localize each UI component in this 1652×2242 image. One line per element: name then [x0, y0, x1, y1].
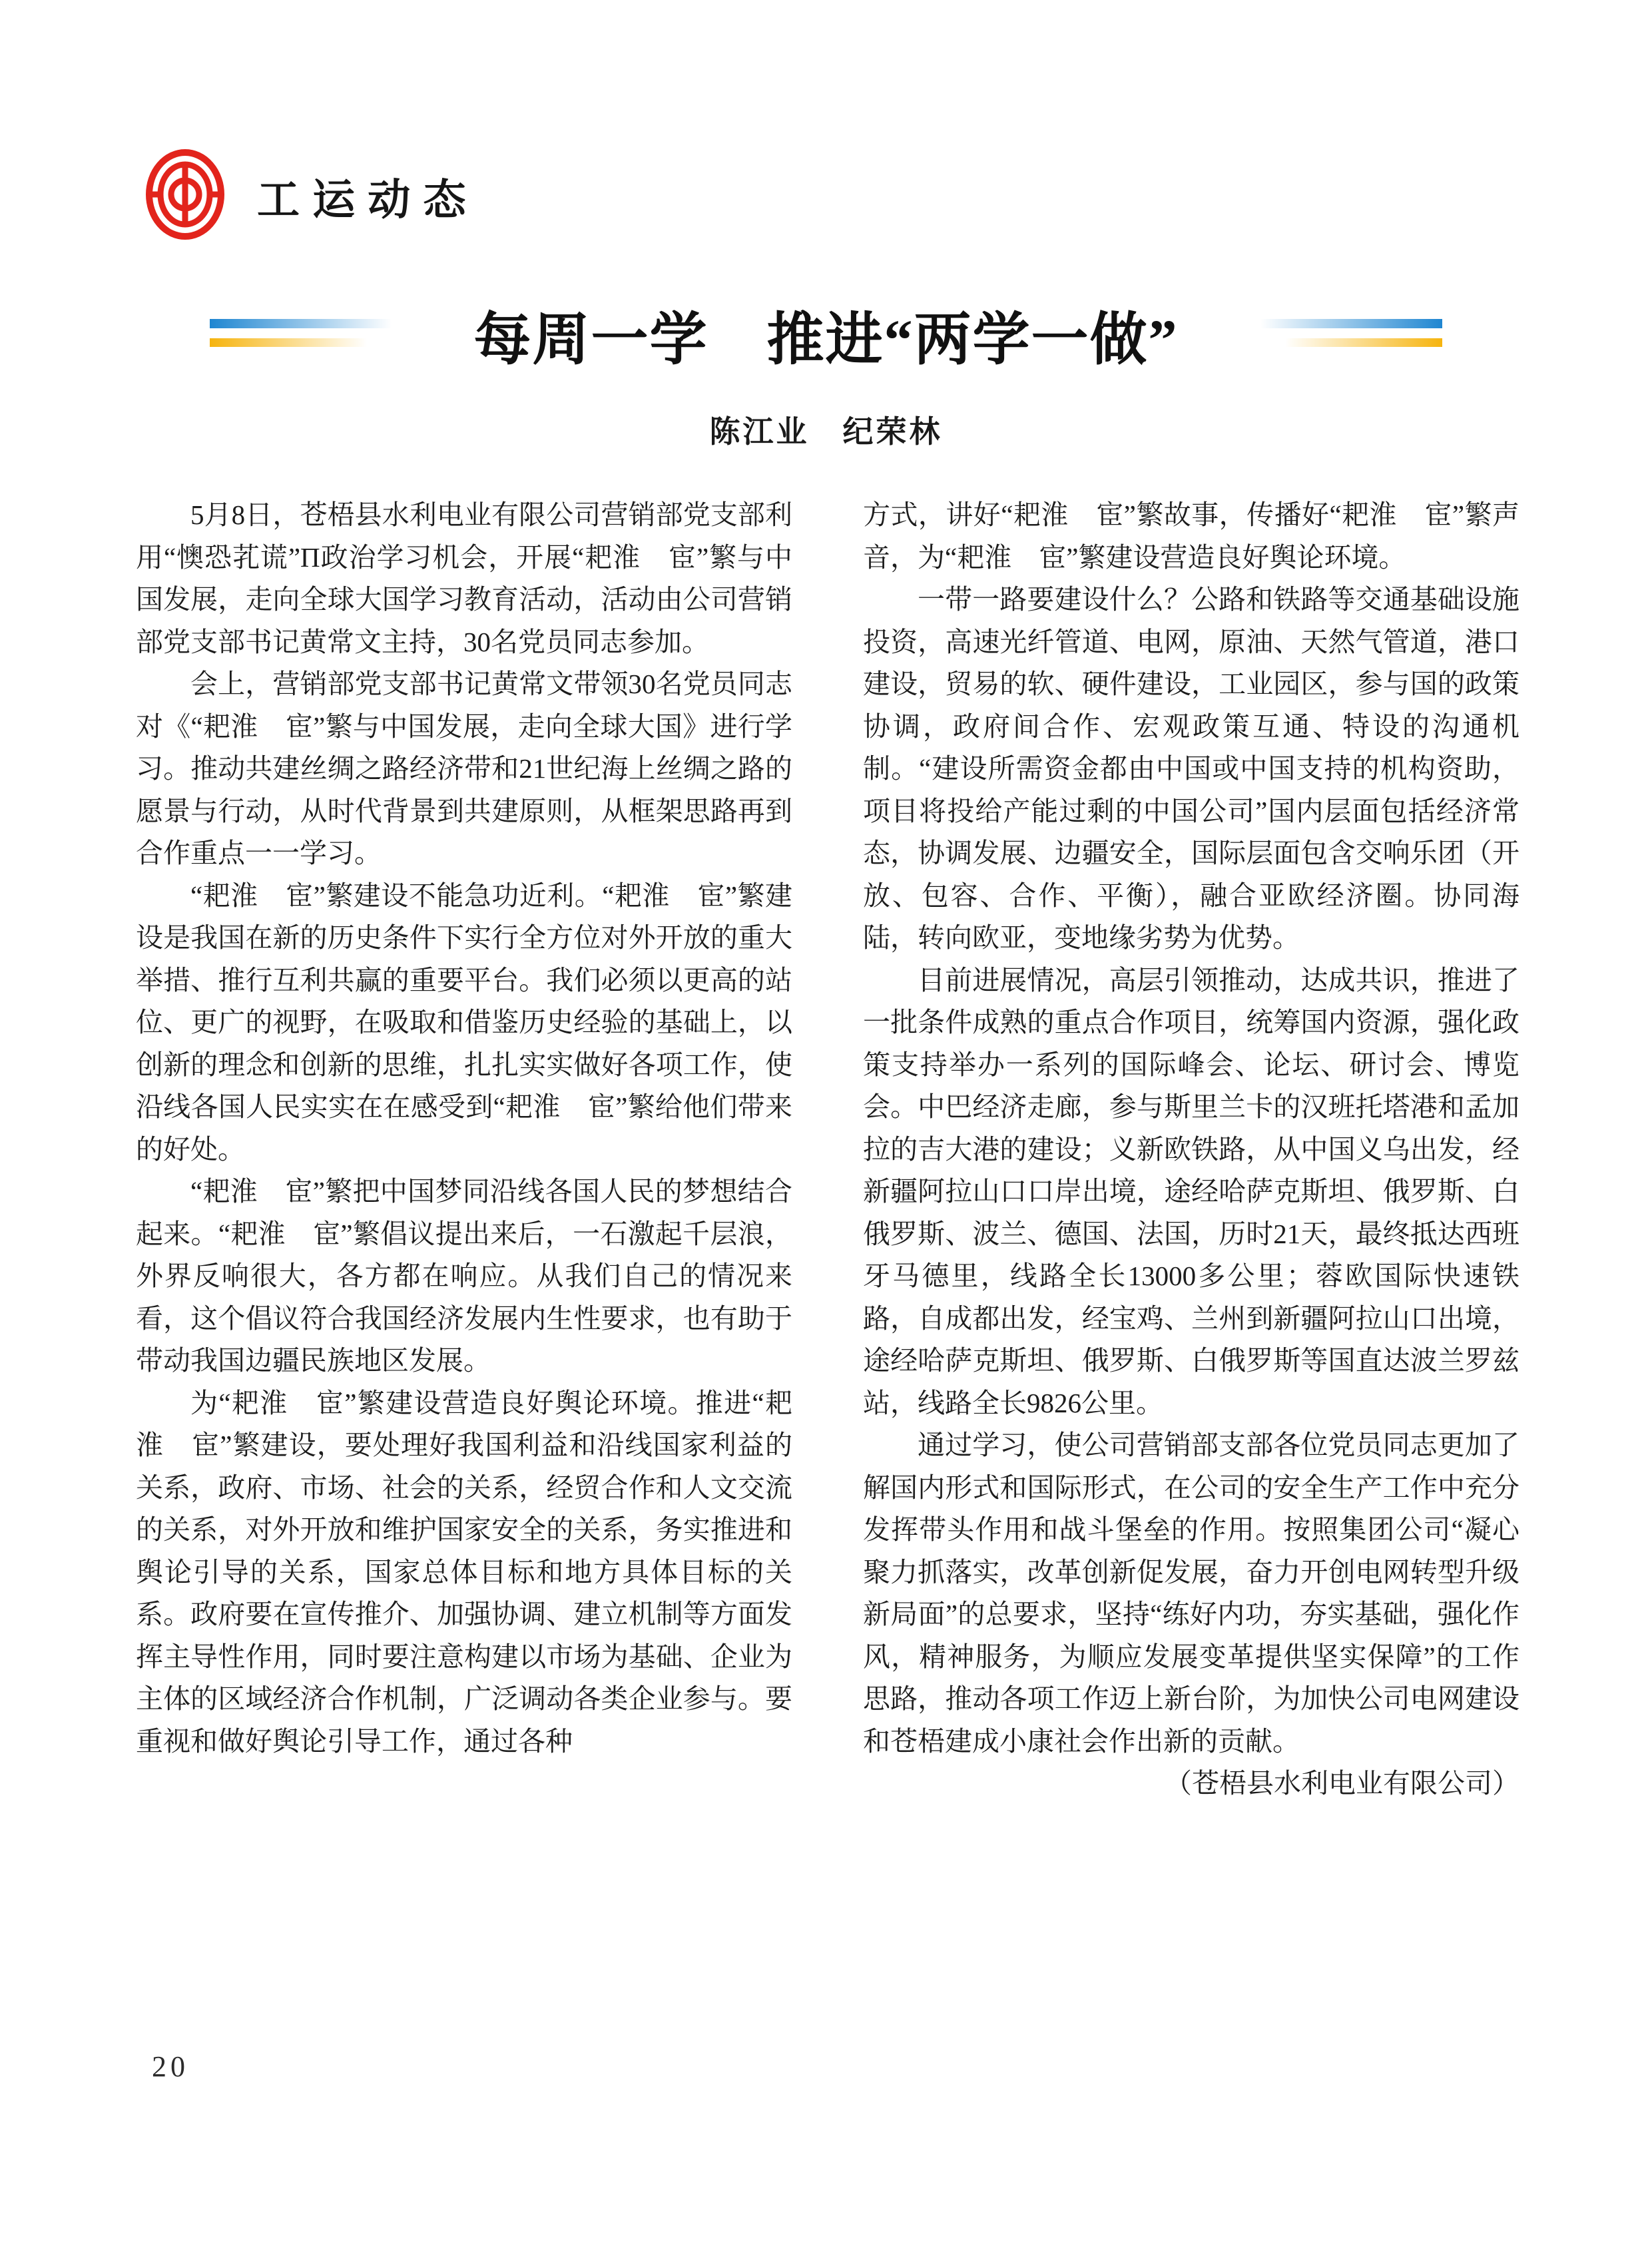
paragraph: 一带一路要建设什么？公路和铁路等交通基础设施投资，高速光纤管道、电网，原油、天然气管道，港口建设，贸易的软、硬件建设，工业园区，参与国的政策协调，政府间合作、宏观政策互通、特设的沟通机制。“建设所需资金都由中国或中国支持的机构资助，项目将投给产能过剩的中国公司”国内层面包括经济常态，协调发展、边疆安全，国际层面包含交响乐团（开放、包容、合作、平衡），融合亚欧经济圈。协同海陆，转向欧亚，变地缘劣势为优势。: [863, 584, 1519, 953]
trade-union-emblem-icon: [145, 148, 225, 241]
article-authors: 陈江业 纪荣林: [709, 415, 943, 449]
masthead: [145, 148, 479, 241]
masthead-title: 工运动态: [257, 176, 479, 224]
paragraph: 会上，营销部党支部书记黄常文带领30名党员同志对《“耙淮 宦”繁与中国发展，走向全球大国》进行学习。推动共建丝绸之路经济带和21世纪海上丝绸之路的愿景与行动，从时代背景到共建原则，从框架思路再到合作重点一一学习。: [136, 669, 792, 868]
page-number: 20: [152, 2050, 189, 2083]
title-row: [0, 293, 1652, 376]
paragraph: “耙淮 宦”繁把中国梦同沿线各国人民的梦想结合起来。“耙淮 宦”繁倡议提出来后，一石激起千层浪，外界反响很大，各方都在响应。从我们自己的情况来看，这个倡议符合我国经济发展内生性要求，也有助于带动我国边疆民族地区发展。: [136, 1176, 792, 1376]
paragraph-continuation: 方式，讲好“耙淮 宦”繁故事，传播好“耙淮 宦”繁声音，为“耙淮 宦”繁建设营造良好舆论环境。: [863, 499, 1519, 573]
right-column: [863, 494, 1519, 1805]
paragraph: 通过学习，使公司营销部支部各位党员同志更加了解国内形式和国际形式，在公司的安全生产工作中充分发挥带头作用和战斗堡垒的作用。按照集团公司“凝心聚力抓落实，改革创新促发展，奋力开创电网转型升级新局面”的总要求，坚持“练好内功，夯实基础，强化作风，精神服务，为顺应发展变革提供坚实保障”的工作思路，推动各项工作迈上新台阶，为加快公司电网建设和苍梧建成小康社会作出新的贡献。: [863, 1430, 1519, 1757]
paragraph: 目前进展情况，高层引领推动，达成共识，推进了一批条件成熟的重点合作项目，统筹国内资源，强化政策支持举办一系列的国际峰会、论坛、研讨会、博览会。中巴经济走廊，参与斯里兰卡的汉班托塔港和孟加拉的吉大港的建设；义新欧铁路，从中国义乌出发，经新疆阿拉山口口岸出境，途经哈萨克斯坦、俄罗斯、白俄罗斯、波兰、德国、法国，历时21天，最终抵达西班牙马德里，线路全长13000多公里；蓉欧国际快速铁路，自成都出发，经宝鸡、兰州到新疆阿拉山口出境，途经哈萨克斯坦、俄罗斯、白俄罗斯等国直达波兰罗兹站，线路全长9826公里。: [863, 964, 1519, 1418]
article-title: 每周一学 推进“两学一做”: [473, 308, 1179, 372]
article-signature: （苍梧县水利电业有限公司）: [1165, 1768, 1519, 1799]
paragraph: 5月8日，苍梧县水利电业有限公司营销部党支部利用“懊恐芤谎”Π政治学习机会，开展“耙淮 宦”繁与中国发展，走向全球大国学习教育活动，活动由公司营销部党支部书记黄常文主持，30名党员同志参加。: [136, 499, 792, 657]
left-column: [136, 494, 792, 1763]
paragraph: 为“耙淮 宦”繁建设营造良好舆论环境。推进“耙淮 宦”繁建设，要处理好我国利益和沿线国家利益的关系，政府、市场、社会的关系，经贸合作和人文交流的关系，对外开放和维护国家安全的关系，务实推进和舆论引导的关系，国家总体目标和地方具体目标的关系。政府要在宣传推介、加强协调、建立机制等方面发挥主导性作用，同时要注意构建以市场为基础、企业为主体的区域经济合作机制，广泛调动各类企业参与。要重视和做好舆论引导工作，通过各种: [136, 1387, 792, 1757]
paragraph: “耙淮 宦”繁建设不能急功近利。“耙淮 宦”繁建设是我国在新的历史条件下实行全方位对外开放的重大举措、推行互利共赢的重要平台。我们必须以更高的站位、更广的视野，在吸取和借鉴历史经验的基础上，以创新的理念和创新的思维，扎扎实实做好各项工作，使沿线各国人民实实在在感受到“耙淮 宦”繁给他们带来的好处。: [136, 880, 792, 1165]
